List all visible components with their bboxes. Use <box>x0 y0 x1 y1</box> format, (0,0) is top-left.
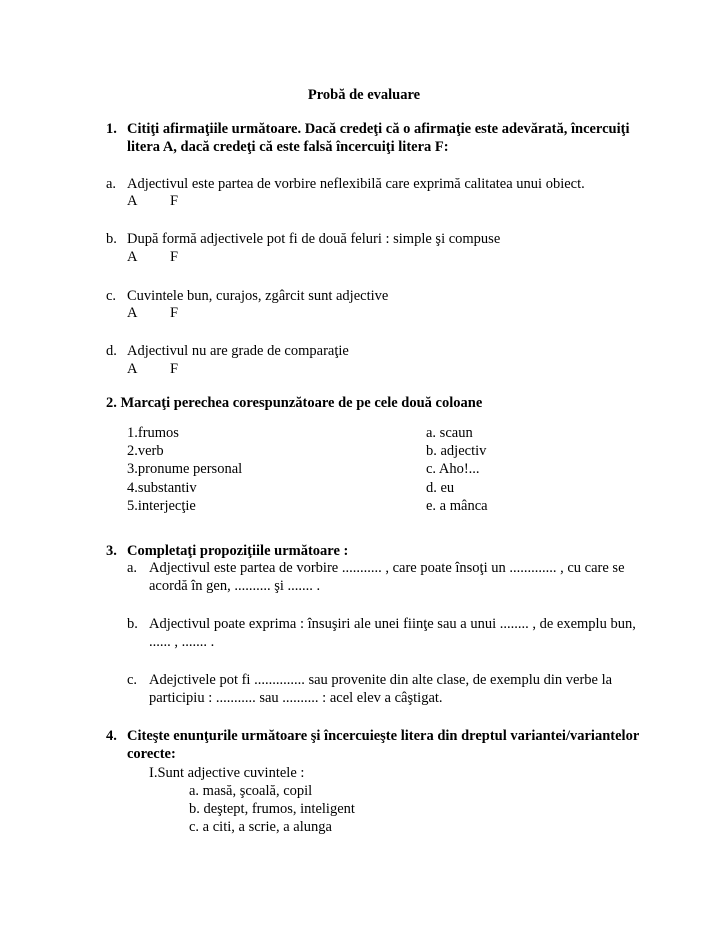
question-4-number: 4. <box>106 728 117 744</box>
fill-in-sentence-line-2: participiu : ........... sau .......... : acel elev a câştigat. <box>149 690 443 706</box>
page-title: Probă de evaluare <box>307 87 421 103</box>
fill-in-letter: a. <box>127 560 138 576</box>
fill-in-sentence-line-1: Adjectivul poate exprima : însuşiri ale unei fiinţe sau a unui ........ , de exemplu bun, <box>149 616 636 632</box>
choice-option[interactable]: a. masă, şcoală, copil <box>189 783 313 799</box>
statement-text: Cuvintele bun, curajos, zgârcit sunt adjective <box>127 288 389 304</box>
statement-text: După formă adjectivele pot fi de două feluri : simple şi compuse <box>127 231 501 247</box>
question-1-instruction-line-1: Citiţi afirmaţiile următoare. Dacă credeţi că o afirmaţie este adevărată, încercuiţi <box>127 121 630 137</box>
answer-option-false[interactable]: F <box>170 361 179 377</box>
question-4-subheading: I.Sunt adjective cuvintele : <box>149 765 305 781</box>
left-column-item: 1.frumos <box>127 425 179 441</box>
fill-in-letter: b. <box>127 616 138 632</box>
question-4-heading-line-2: corecte: <box>127 746 176 762</box>
right-column-item: b. adjectiv <box>426 443 487 459</box>
answer-option-true[interactable]: A <box>127 305 138 321</box>
answer-option-false[interactable]: F <box>170 193 179 209</box>
question-4-heading-line-1: Citeşte enunţurile următoare şi încercuieşte litera din dreptul variantei/variantelor <box>127 728 640 744</box>
question-3-number: 3. <box>106 543 117 559</box>
right-column-item: e. a mânca <box>426 498 488 514</box>
statement-letter: b. <box>106 231 117 247</box>
statement-text: Adjectivul este partea de vorbire neflexibilă care exprimă calitatea unui obiect. <box>127 176 585 192</box>
choice-option[interactable]: b. deştept, frumos, inteligent <box>189 801 355 817</box>
statement-letter: a. <box>106 176 117 192</box>
left-column-item: 3.pronume personal <box>127 461 243 477</box>
right-column-item: d. eu <box>426 480 455 496</box>
right-column-item: a. scaun <box>426 425 473 441</box>
question-1-instruction-line-2: litera A, dacă credeţi că este falsă încercuiţi litera F: <box>127 139 449 155</box>
fill-in-letter: c. <box>127 672 138 688</box>
statement-text: Adjectivul nu are grade de comparaţie <box>127 343 349 359</box>
choice-option[interactable]: c. a citi, a scrie, a alunga <box>189 819 332 835</box>
statement-letter: c. <box>106 288 117 304</box>
question-3-heading: Completaţi propoziţiile următoare : <box>127 543 349 559</box>
answer-option-true[interactable]: A <box>127 193 138 209</box>
left-column-item: 5.interjecţie <box>127 498 196 514</box>
answer-option-false[interactable]: F <box>170 305 179 321</box>
statement-letter: d. <box>106 343 117 359</box>
fill-in-sentence-line-1: Adjectivul este partea de vorbire ........... , care poate însoţi un ............. , cu care se <box>149 560 625 576</box>
fill-in-sentence-line-2: acordă în gen, .......... şi ....... . <box>149 578 321 594</box>
fill-in-sentence-line-2: ...... , ....... . <box>149 634 215 650</box>
answer-option-true[interactable]: A <box>127 361 138 377</box>
question-2-heading: 2. Marcaţi perechea corespunzătoare de pe cele două coloane <box>106 395 483 411</box>
left-column-item: 2.verb <box>127 443 164 459</box>
fill-in-sentence-line-1: Adejctivele pot fi .............. sau provenite din alte clase, de exemplu din verbe la <box>149 672 613 688</box>
right-column-item: c. Aho!... <box>426 461 480 477</box>
answer-option-true[interactable]: A <box>127 249 138 265</box>
answer-option-false[interactable]: F <box>170 249 179 265</box>
question-1-number: 1. <box>106 121 117 137</box>
left-column-item: 4.substantiv <box>127 480 197 496</box>
